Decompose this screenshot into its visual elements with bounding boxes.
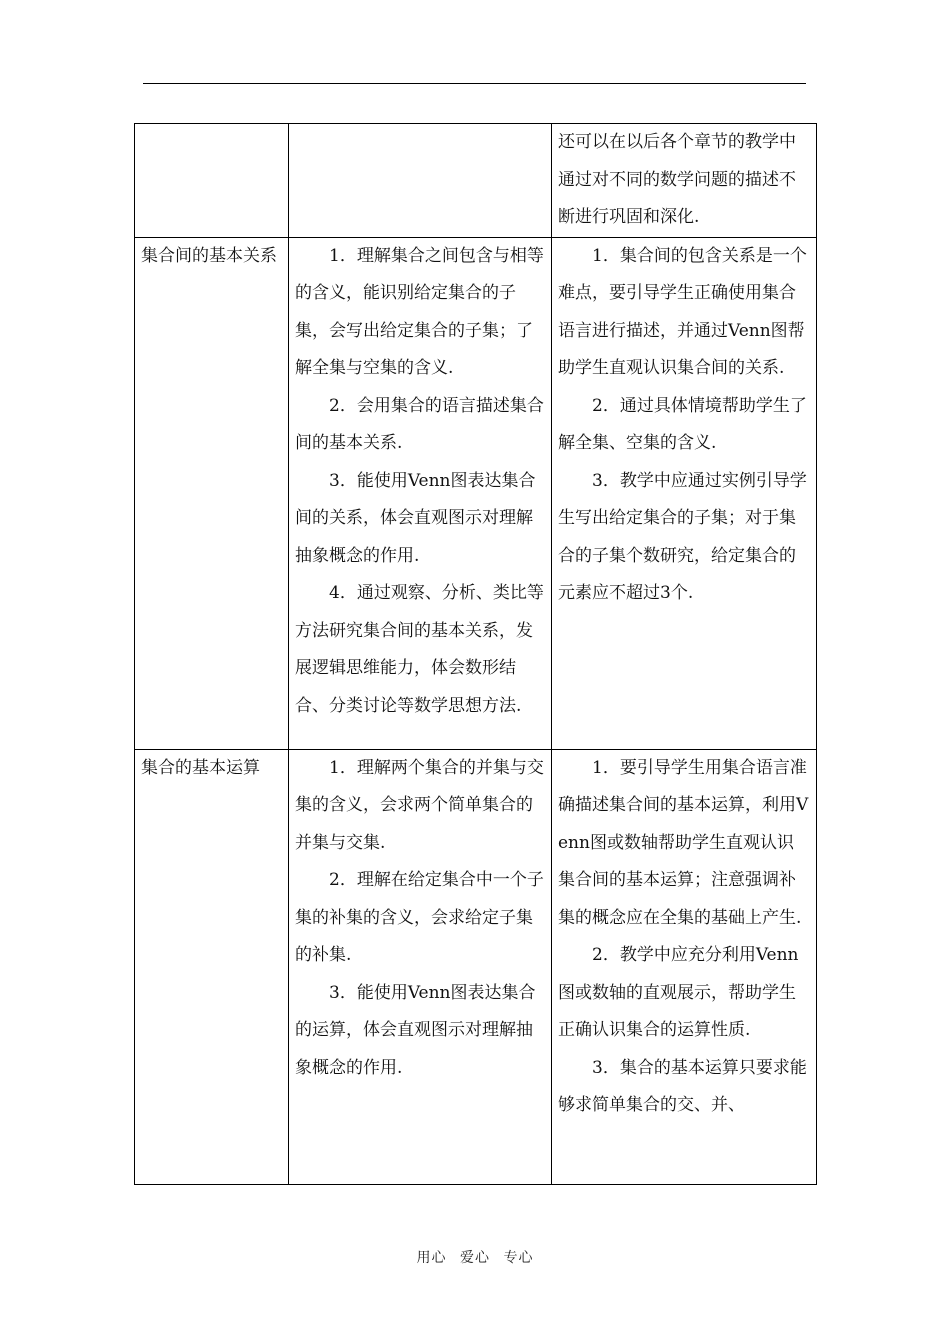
goal-paragraph: 1．理解集合之间包含与相等的含义，能识别给定集合的子集，会写出给定集合的子集；了解全集与空集的含义.: [295, 245, 544, 378]
goals-cell: [289, 237, 552, 749]
goal-paragraph: 1．理解两个集合的并集与交集的含义，会求两个简单集合的并集与交集.: [295, 757, 544, 853]
table-row: [135, 237, 817, 749]
suggestions-cell: [552, 749, 817, 1184]
topic-cell: 集合间的基本关系: [135, 237, 289, 749]
curriculum-table: [134, 123, 817, 1185]
topic-cell: 集合的基本运算: [135, 749, 289, 1184]
goals-cell: [289, 749, 552, 1184]
goal-paragraph: 2．会用集合的语言描述集合间的基本关系.: [295, 395, 544, 453]
table-row: [135, 749, 817, 1184]
goals-cell: [289, 124, 552, 238]
table-row: [135, 124, 817, 238]
header-rule: [143, 83, 806, 84]
suggestion-paragraph: 2．教学中应充分利用Venn图或数轴的直观展示，帮助学生正确认识集合的运算性质.: [558, 945, 799, 1040]
goal-paragraph: 3．能使用Venn图表达集合间的关系，体会直观图示对理解抽象概念的作用.: [295, 470, 536, 566]
suggestion-paragraph: 还可以在以后各个章节的教学中通过对不同的数学问题的描述不断进行巩固和深化.: [558, 132, 796, 227]
suggestions-cell: [552, 237, 817, 749]
topic-cell: [135, 124, 289, 238]
goal-paragraph: 3．能使用Venn图表达集合的运算，体会直观图示对理解抽象概念的作用.: [295, 982, 536, 1078]
suggestion-paragraph: 1．要引导学生用集合语言准确描述集合间的基本运算，利用Venn图或数轴帮助学生直观认识集合间的基本运算；注意强调补集的概念应在全集的基础上产生.: [558, 757, 809, 928]
suggestions-cell: [552, 124, 817, 238]
suggestion-paragraph: 1．集合间的包含关系是一个难点，要引导学生正确使用集合语言进行描述，并通过Venn图帮助学生直观认识集合间的关系.: [558, 245, 807, 378]
goal-paragraph: 2．理解在给定集合中一个子集的补集的含义，会求给定子集的补集.: [295, 870, 544, 965]
suggestion-paragraph: 2．通过具体情境帮助学生了解全集、空集的含义.: [558, 395, 807, 453]
suggestion-paragraph: 3．教学中应通过实例引导学生写出给定集合的子集；对于集合的子集个数研究，给定集合的元素应不超过3个.: [558, 470, 807, 603]
goal-paragraph: 4．通过观察、分析、类比等方法研究集合间的基本关系，发展逻辑思维能力，体会数形结合、分类讨论等数学思想方法.: [295, 583, 544, 716]
suggestion-paragraph: 3．集合的基本运算只要求能够求简单集合的交、并、: [558, 1057, 807, 1115]
page-footer: 用心 爱心 专心: [416, 1250, 534, 1266]
